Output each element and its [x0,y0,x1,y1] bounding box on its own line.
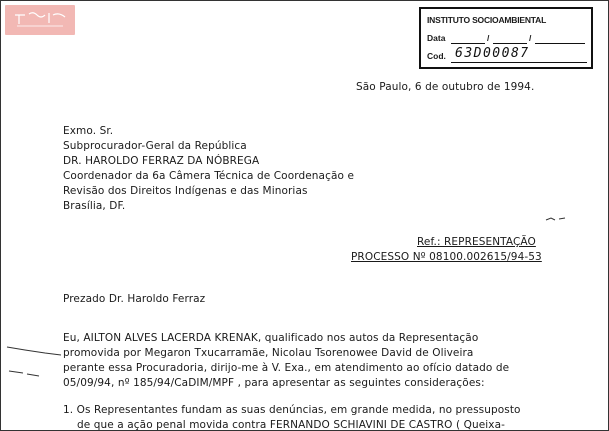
addressee-line: Coordenador da 6a Câmera Técnica de Coordenação e [63,170,354,182]
margin-annotation-icon [5,341,63,381]
logo [5,5,75,35]
addressee-line: Revisão dos Direitos Indígenas e das Minorias [63,185,308,197]
process-number-line: PROCESSO Nº 08100.002615/94-53 [351,251,542,263]
item-one-line: de que a ação penal movida contra FERNANDO SCHIAVINI DE CASTRO ( Queixa- [77,419,506,431]
date-line: São Paulo, 6 de outubro de 1994. [356,81,535,93]
stamp-date-label: Data [427,33,446,43]
margin-mark-icon [545,215,567,223]
stamp-date-slash: / [529,33,532,43]
body-paragraph-line: promovida por Megaron Txucarramãe, Nicolau Tsorenowee David de Oliveira [63,347,474,359]
logo-mark-icon [11,9,69,29]
reference-line: Ref.: REPRESENTAÇÃO [417,236,536,248]
stamp-cod-row [427,51,446,61]
archive-stamp [419,7,593,69]
addressee-line: Subprocurador-Geral da República [63,140,247,152]
stamp-title: INSTITUTO SOCIOAMBIENTAL [427,15,547,25]
stamp-cod-value: 63D00087 [455,46,530,61]
stamp-date-day-line [451,43,485,44]
stamp-cod-line [451,62,587,63]
stamp-date-slash: / [487,33,490,43]
stamp-date-row [427,33,445,43]
addressee-line: Exmo. Sr. [63,125,114,137]
stamp-cod-label: Cod. [427,51,446,61]
item-one-line: 1. Os Representantes fundam as suas denúncias, em grande medida, no pressuposto [63,404,521,416]
stamp-date-month-line [493,43,527,44]
body-paragraph-line: Eu, AILTON ALVES LACERDA KRENAK, qualificado nos autos da Representação [63,332,479,344]
salutation: Prezado Dr. Haroldo Ferraz [63,293,206,305]
body-paragraph-line: perante essa Procuradoria, dirijo-me à V. Exa., em atendimento ao ofício datado de [63,362,510,374]
addressee-line: DR. HAROLDO FERRAZ DA NÓBREGA [63,155,260,167]
stamp-date-year-line [535,43,585,44]
body-paragraph-line: 05/09/94, nº 185/94/CaDIM/MPF , para apresentar as seguintes considerações: [63,377,485,389]
addressee-line: Brasília, DF. [63,200,126,212]
